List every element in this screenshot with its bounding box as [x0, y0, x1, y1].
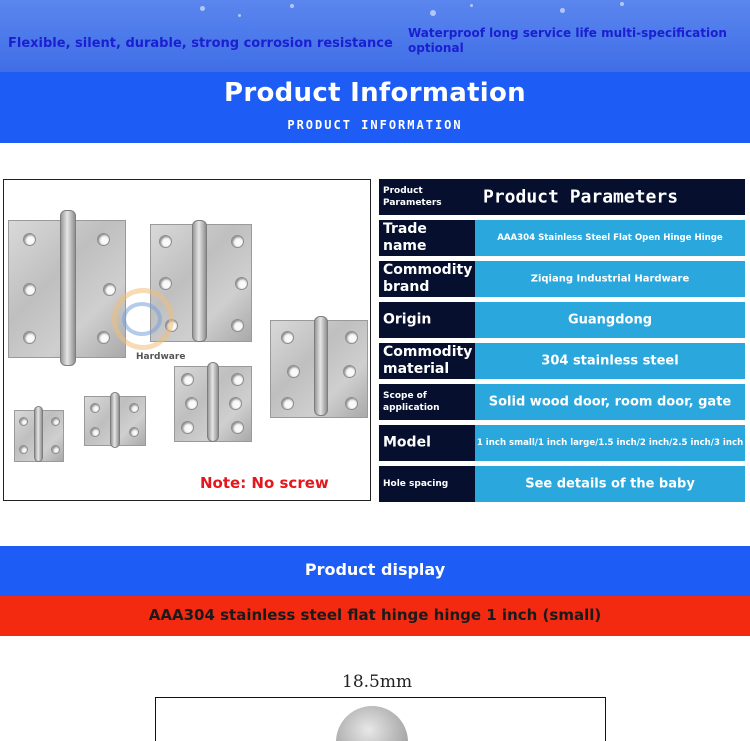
no-screw-note: Note: No screw: [200, 474, 329, 492]
params-header-label: Product Parameters: [379, 179, 475, 215]
screw-hole: [181, 421, 194, 434]
param-row-brand: [379, 261, 745, 297]
param-value: Guangdong: [475, 302, 745, 338]
param-label: Hole spacing: [379, 466, 475, 502]
screw-hole: [90, 403, 100, 413]
screw-hole: [97, 233, 110, 246]
screw-hole: [19, 417, 28, 426]
water-splash: [560, 8, 565, 13]
screw-hole: [343, 365, 356, 378]
product-parameters-table: [379, 179, 745, 501]
params-header-row: [379, 179, 745, 215]
screw-hole: [231, 319, 244, 332]
hinge-knuckle: [34, 406, 43, 462]
param-value: See details of the baby: [475, 466, 745, 502]
screw-hole: [345, 397, 358, 410]
screw-hole: [51, 445, 60, 454]
param-row-hole-spacing: [379, 466, 745, 502]
water-splash: [430, 10, 436, 16]
screw-hole: [90, 427, 100, 437]
screw-hole: [129, 403, 139, 413]
screw-hole: [23, 283, 36, 296]
screw-hole: [231, 373, 244, 386]
param-value: Ziqiang Industrial Hardware: [475, 261, 745, 297]
screw-hole: [345, 331, 358, 344]
dimension-label: 18.5mm: [342, 672, 413, 692]
watermark-logo: [122, 302, 162, 336]
hinge-knuckle: [314, 316, 328, 416]
param-row-trade-name: [379, 220, 745, 256]
screw-hole: [23, 233, 36, 246]
param-row-material: [379, 343, 745, 379]
param-value: AAA304 Stainless Steel Flat Open Hinge Hinge: [475, 220, 745, 256]
param-label: Commodity material: [379, 343, 475, 379]
section-subtitle: PRODUCT INFORMATION: [287, 118, 463, 132]
screw-hole: [23, 331, 36, 344]
screw-hole: [287, 365, 300, 378]
hinge-knuckle: [207, 362, 219, 442]
screw-hole: [281, 397, 294, 410]
screw-hole: [231, 235, 244, 248]
screw-hole: [129, 427, 139, 437]
hinge-knuckle: [60, 210, 76, 366]
water-splash: [238, 14, 241, 17]
product-image: [3, 179, 371, 501]
param-label: Origin: [379, 302, 475, 338]
water-splash: [470, 4, 473, 7]
screw-hole: [185, 397, 198, 410]
screw-hole: [235, 277, 248, 290]
watermark-text: Hardware: [136, 352, 186, 362]
water-splash: [290, 4, 294, 8]
param-label: Scope of application: [379, 384, 475, 420]
water-splash: [200, 6, 205, 11]
product-information-header: [0, 72, 750, 143]
screw-hole: [97, 331, 110, 344]
param-label: Commodity brand: [379, 261, 475, 297]
screw-hole: [103, 283, 116, 296]
banner-right-text: Waterproof long service life multi-specification optional: [408, 26, 727, 55]
water-splash: [620, 2, 624, 6]
screw-hole: [51, 417, 60, 426]
param-value: 304 stainless steel: [475, 343, 745, 379]
screw-hole: [181, 373, 194, 386]
param-row-model: [379, 425, 745, 461]
product-display-header: Product display: [0, 546, 750, 596]
param-row-scope: [379, 384, 745, 420]
product-name-banner: AAA304 stainless steel flat hinge hinge 1 inch (small): [0, 596, 750, 636]
screw-hole: [19, 445, 28, 454]
param-label: Trade name: [379, 220, 475, 256]
screw-hole: [229, 397, 242, 410]
hinge-knuckle: [110, 392, 120, 448]
params-header-title: Product Parameters: [475, 179, 745, 215]
hinge-knuckle: [192, 220, 207, 342]
banner-left-text: Flexible, silent, durable, strong corrosion resistance: [8, 36, 393, 51]
screw-hole: [159, 277, 172, 290]
param-value: Solid wood door, room door, gate: [475, 384, 745, 420]
screw-hole: [159, 235, 172, 248]
screw-hole: [231, 421, 244, 434]
param-label: Model: [379, 425, 475, 461]
section-title: Product Information: [224, 78, 526, 108]
param-value: 1 inch small/1 inch large/1.5 inch/2 inch/2.5 inch/3 inch: [475, 425, 745, 461]
top-banner: [0, 0, 750, 72]
screw-hole: [281, 331, 294, 344]
param-row-origin: [379, 302, 745, 338]
